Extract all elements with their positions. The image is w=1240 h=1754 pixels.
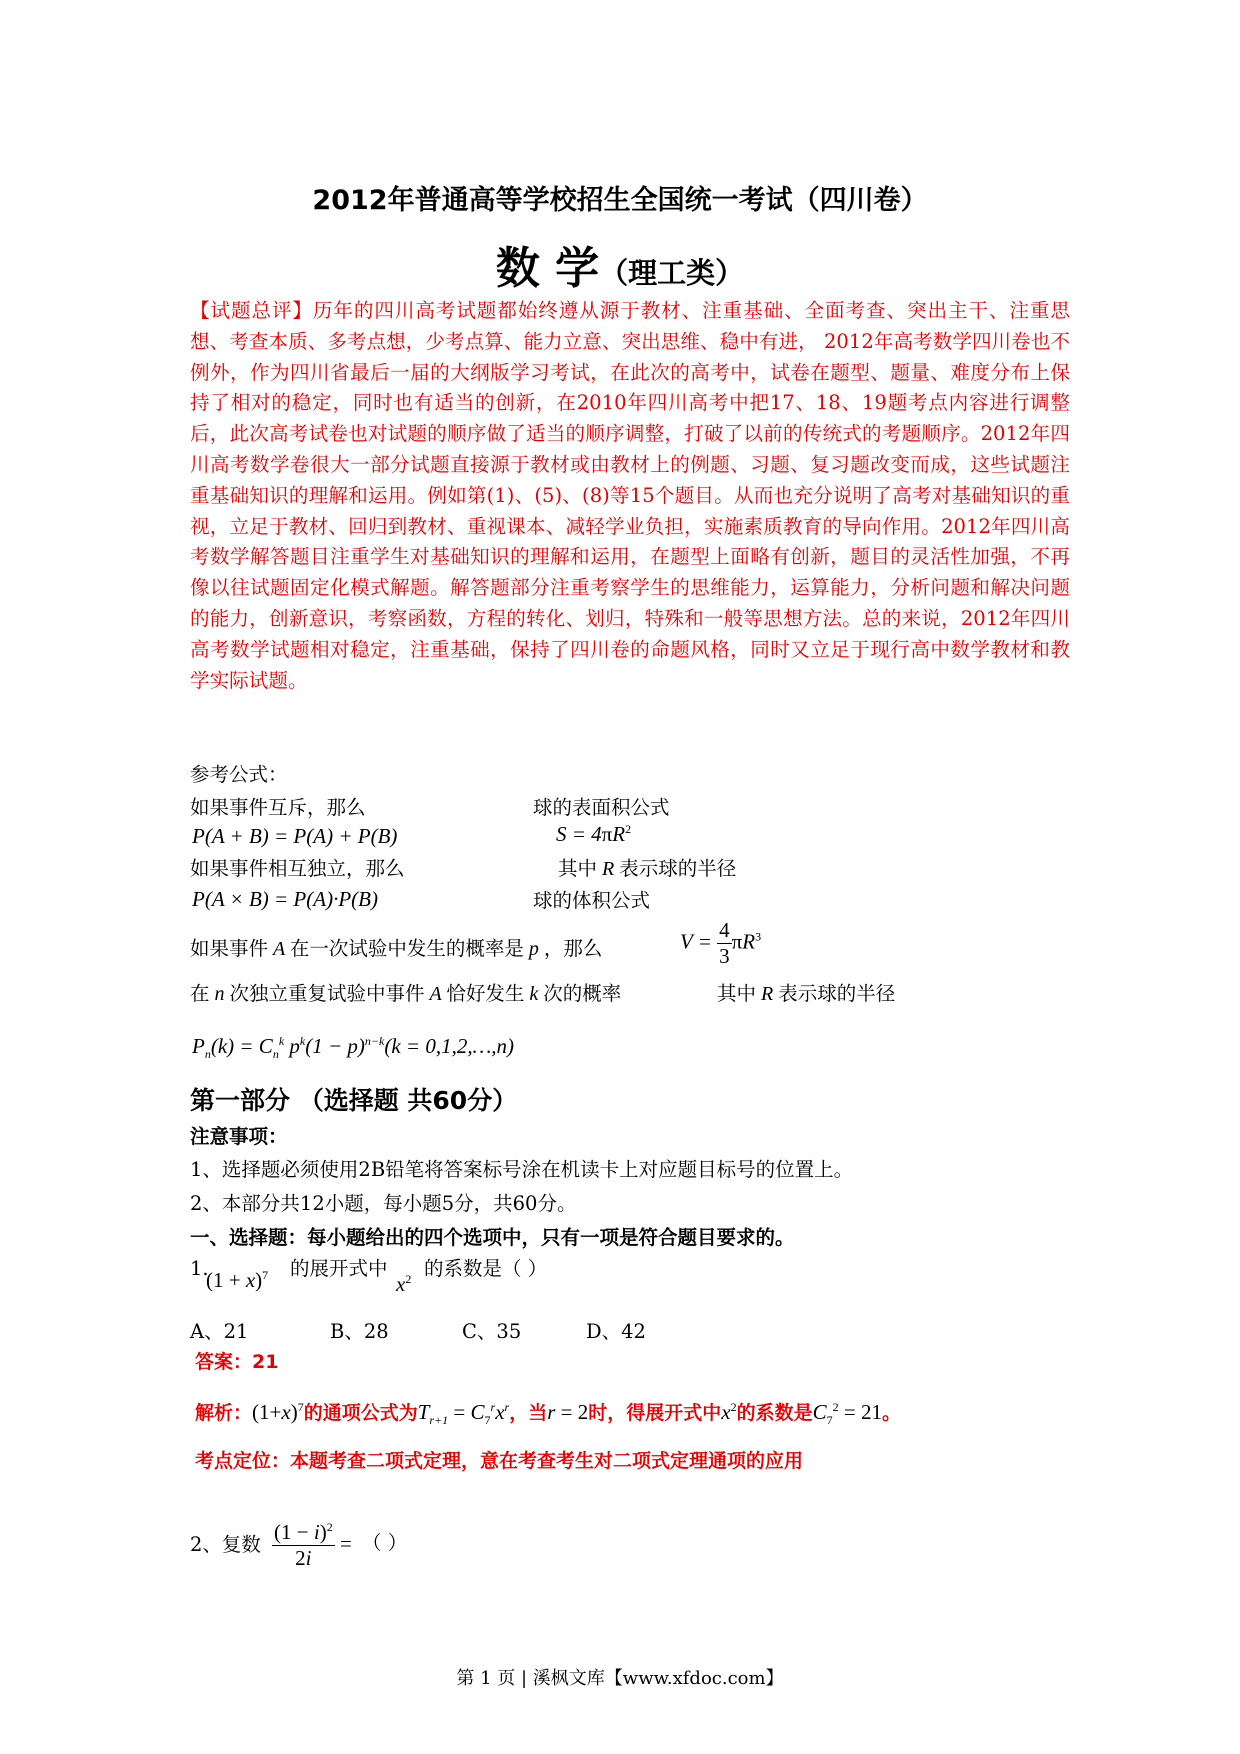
q1-analysis-pre: 解析： bbox=[195, 1402, 253, 1424]
q1-answer: 答案：21 bbox=[195, 1351, 279, 1373]
prob-mid: 在一次试验中发生的概率是 bbox=[289, 937, 524, 960]
exam-title: 2012年普通高等学校招生全国统一考试（四川卷） bbox=[312, 185, 928, 216]
radius-note-2-post: 表示球的半径 bbox=[778, 982, 896, 1005]
q1-analysis: 解析：$(1+x)^7$的通项公式为$T_{r+1} = C_7^rx^r$，当r = 2时，得展开式中$x^2$的系数是$C_7^2 = 21$。 bbox=[195, 1400, 901, 1428]
prob-statement: 如果事件 A 在一次试验中发生的概率是 p ，那么 bbox=[190, 937, 603, 960]
q1-term: $x^2$ bbox=[396, 1272, 412, 1296]
radius-note-2-pre: 其中 bbox=[717, 982, 757, 1005]
binomial-prob-formula: $P_n(k) = C_n^k$ $p^k(1 - p)^{n-k}(k$ = 0,1,2,…,n) bbox=[192, 1034, 514, 1062]
q1-text-1: 的展开式中 bbox=[290, 1257, 388, 1280]
indep-label: 如果事件相互独立，那么 bbox=[190, 857, 405, 880]
sphere-area-label: 球的表面积公式 bbox=[533, 796, 670, 819]
trial-post: 次的概率 bbox=[543, 982, 622, 1005]
q1-option-c: C、35 bbox=[462, 1320, 522, 1343]
formula-heading: 参考公式： bbox=[190, 763, 288, 786]
subject-subtitle: （理工类） bbox=[599, 256, 745, 290]
q1-number: 1. bbox=[190, 1257, 209, 1280]
q1-option-b: B、28 bbox=[330, 1320, 389, 1343]
q1-text-2: 的系数是（ ） bbox=[424, 1257, 548, 1280]
radius-note-1-post: 表示球的半径 bbox=[619, 857, 737, 880]
part1-heading: 第一部分 （选择题 共60分） bbox=[190, 1086, 518, 1115]
sphere-volume-label: 球的体积公式 bbox=[533, 889, 651, 912]
trial-mid2: 恰好发生 bbox=[446, 982, 525, 1005]
radius-note-1-pre: 其中 bbox=[558, 857, 598, 880]
q1-option-a: A、21 bbox=[190, 1320, 249, 1343]
q1-point: 考点定位：本题考查二项式定理，意在考查考生对二项式定理通项的应用 bbox=[195, 1450, 804, 1472]
notice-heading: 注意事项： bbox=[190, 1125, 288, 1148]
trial-mid1: 次独立重复试验中事件 bbox=[229, 982, 425, 1005]
trial-statement: 在 n 次独立重复试验中事件 A 恰好发生 k 次的概率 bbox=[190, 982, 622, 1005]
notice-2: 2、本部分共12小题，每小题5分，共60分。 bbox=[190, 1192, 577, 1215]
q1-option-d: D、42 bbox=[586, 1320, 646, 1343]
exam-review: 【试题总评】历年的四川高考试题都始终遵从源于教材、注重基础、全面考查、突出主干、注重思想、考查本质、多考点想，少考点算、能力立意、突出思维、稳中有进， 2012年高考数学四川卷也不例外，作为四川省最后一届的大纲版学习考试，在此次的高考中，试卷在题型、题量、难度分布上保持了相对的稳定，同时也有适当的创新，在2010年四川高考中把17、18、19题考点内容进行调整后，此次高考试卷也对试题的顺序做了适当的顺序调整，打破了以前的传统式的考题顺序。2012年四川高考数学卷很大一部分试题直接源于教材或由教材上的例题、习题、复习题改变而成，这些试题注重基础知识的理解和运用。例如第(1)、(5)、(8)等15个题目。从而也充分说明了高考对基础知识的重视，立足于教材、回归到教材、重视课本、减轻学业负担，实施素质教育的导向作用。2012年四川高考数学解答题目注重学生对基础知识的理解和运用，在题型上面略有创新，题目的灵活性加强，不再像以往试题固定化模式解题。解答题部分注重考察学生的思维能力，运算能力，分析问题和解决问题的能力，创新意识，考察函数，方程的转化、划归，特殊和一般等思想方法。总的来说，2012年四川高考数学试题相对稳定，注重基础，保持了四川卷的命题风格，同时又立足于现行高中数学教材和教学实际试题。 bbox=[190, 299, 1070, 692]
prob-post: ，那么 bbox=[543, 937, 603, 960]
radius-note-1: 其中 R 表示球的半径 bbox=[558, 857, 737, 880]
sphere-volume-formula: V = $\frac{4}{3}$ $\pi R^3$ bbox=[680, 918, 762, 968]
sphere-area-formula: $S = 4\pi R^2$ bbox=[556, 822, 632, 846]
q1-analysis-mid3: 时，得展开式中 bbox=[588, 1402, 722, 1424]
q1-analysis-post: 。 bbox=[881, 1402, 901, 1424]
subject-title bbox=[0, 232, 1240, 296]
section-heading: 一、选择题：每小题给出的四个选项中，只有一项是符合题目要求的。 bbox=[190, 1226, 795, 1249]
q1-analysis-mid2: ，当 bbox=[509, 1402, 548, 1424]
q2-tail: （ ） bbox=[362, 1531, 408, 1554]
notice-1: 1、选择题必须使用2B铅笔将答案标号涂在机读卡上对应题目标号的位置上。 bbox=[190, 1158, 854, 1181]
q2-expression: $\frac{(1 - i)^2}{2i}$ = bbox=[274, 1520, 352, 1570]
page-footer: 第 1 页 | 溪枫文库【www.xfdoc.com】 bbox=[456, 1668, 784, 1689]
mutex-label: 如果事件互斥，那么 bbox=[190, 796, 366, 819]
subject-name: 数 学 bbox=[495, 243, 600, 294]
prob-pre: 如果事件 bbox=[190, 937, 269, 960]
multiplication-formula: P(A × B) = P(A)·P(B) bbox=[192, 887, 378, 911]
trial-pre: 在 bbox=[190, 982, 210, 1005]
q1-expression: $(1 + x)^7$ bbox=[206, 1268, 269, 1292]
q2-label: 2、复数 bbox=[190, 1533, 261, 1556]
q1-analysis-mid4: 的系数是 bbox=[736, 1402, 813, 1424]
addition-formula: P(A + B) = P(A) + P(B) bbox=[192, 824, 398, 848]
radius-note-2: 其中 R 表示球的半径 bbox=[717, 982, 896, 1005]
q1-analysis-mid1: 的通项公式为 bbox=[303, 1402, 418, 1424]
